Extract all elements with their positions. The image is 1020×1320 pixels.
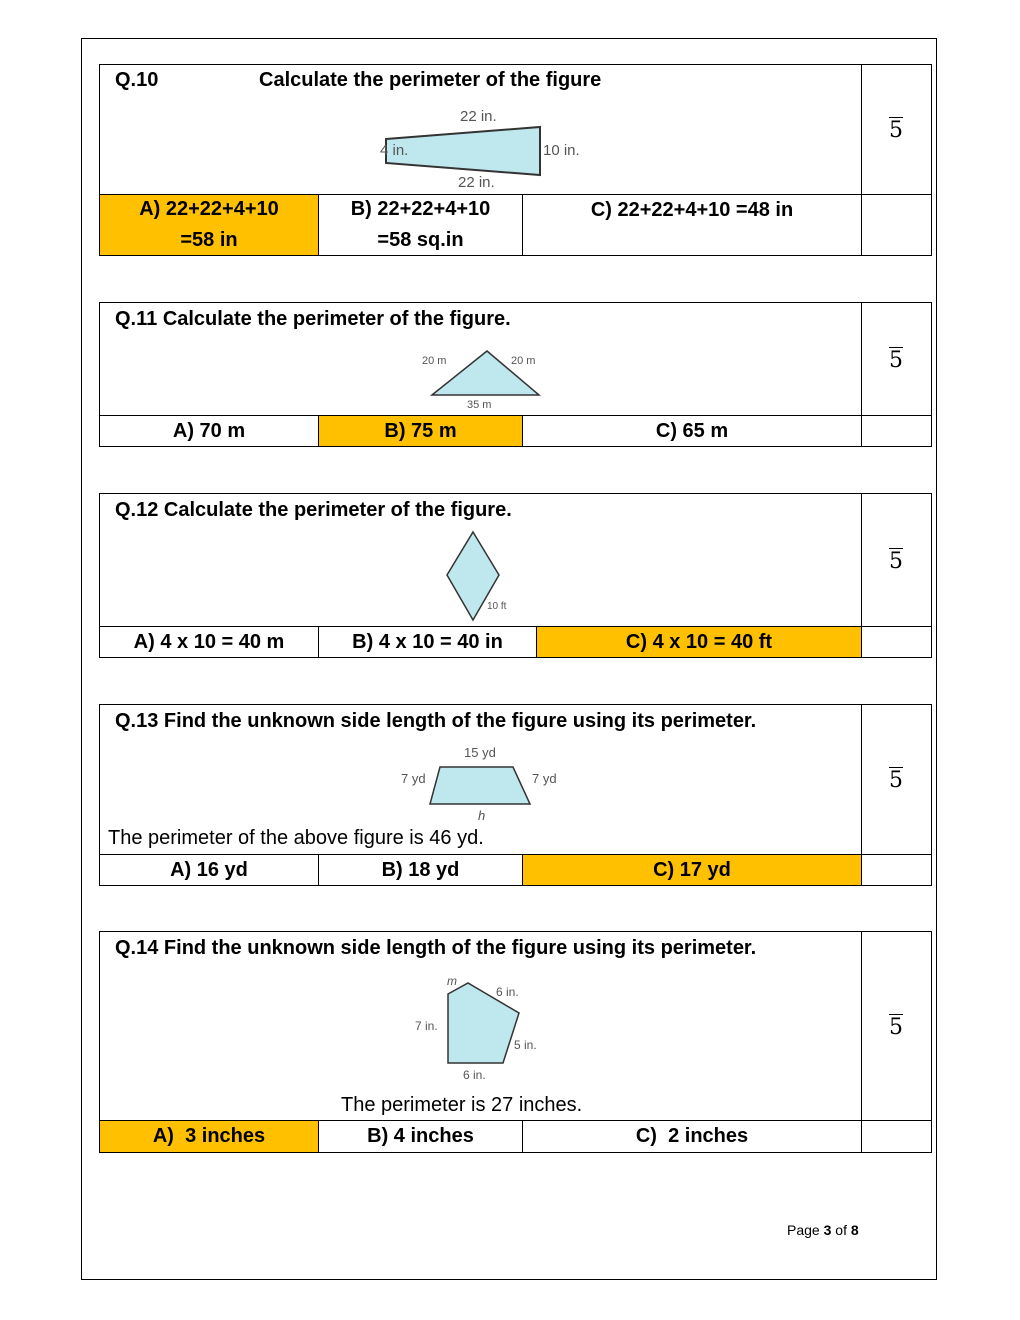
question-14-content <box>100 932 862 1120</box>
question-14-text: Q.14 Find the unknown side length of the figure using its perimeter. <box>115 937 757 959</box>
q13-answer-a[interactable]: A) 16 yd <box>100 855 319 885</box>
footer-of-word: of <box>835 1222 847 1238</box>
q11-answer-a[interactable]: A) 70 m <box>100 416 319 446</box>
q13-trapezoid-shape <box>430 767 530 804</box>
q11-answer-b[interactable]: B) 75 m <box>319 416 523 446</box>
footer-page-word: Page <box>787 1222 820 1238</box>
q14-pentagon-figure <box>410 974 560 1084</box>
q13-label-bottom: h <box>478 808 486 823</box>
page-footer <box>787 1222 859 1238</box>
question-14-answers <box>100 1121 931 1152</box>
question-12-score: 5 <box>889 548 903 574</box>
q12-answer-c[interactable]: C) 4 x 10 = 40 ft <box>537 627 862 657</box>
question-11-text: Q.11 Calculate the perimeter of the figure. <box>115 308 511 330</box>
question-10-number: Q.10 <box>115 69 159 91</box>
q13-answer-b[interactable]: B) 18 yd <box>319 855 523 885</box>
question-12 <box>99 493 932 658</box>
q11-score-blank <box>862 416 932 446</box>
question-10-answers <box>100 195 931 255</box>
question-14-perimeter-note: The perimeter is 27 inches. <box>341 1094 583 1116</box>
question-12-body <box>100 494 931 627</box>
question-13-text: Q.13 Find the unknown side length of the figure using its perimeter. <box>115 710 757 732</box>
q13-answer-c[interactable]: C) 17 yd <box>523 855 862 885</box>
question-13-answers <box>100 855 931 885</box>
q10-trapezoid-figure <box>370 103 620 193</box>
question-11-score: 5 <box>889 347 903 373</box>
q14-label-m: m <box>447 974 457 988</box>
q10-answer-b[interactable]: B) 22+22+4+10 =58 sq.in <box>319 195 523 255</box>
q14-score-blank <box>862 1121 932 1152</box>
question-13 <box>99 704 932 886</box>
q13-label-left: 7 yd <box>401 771 426 786</box>
q14-label-bottom: 6 in. <box>463 1068 486 1082</box>
question-13-content <box>100 705 862 854</box>
q11-label-base: 35 m <box>467 399 492 409</box>
q13-score-blank <box>862 855 932 885</box>
question-10-text: Calculate the perimeter of the figure <box>259 69 602 91</box>
q10-score-blank <box>862 195 932 255</box>
q11-label-left: 20 m <box>422 355 447 367</box>
question-11-body <box>100 303 931 416</box>
question-12-content <box>100 494 862 626</box>
q12-rhombus-figure <box>440 529 520 629</box>
q10-answer-c[interactable]: C) 22+22+4+10 =48 in <box>523 195 862 255</box>
question-14 <box>99 931 932 1153</box>
q13-label-right: 7 yd <box>532 771 557 786</box>
footer-total-pages: 8 <box>850 1222 859 1238</box>
question-10 <box>99 64 932 256</box>
q11-label-right: 20 m <box>511 355 536 367</box>
q14-answer-a[interactable]: A) 3 inches <box>100 1121 319 1152</box>
question-11-content <box>100 303 862 415</box>
q14-label-top-right: 6 in. <box>496 985 519 999</box>
q10-label-top: 22 in. <box>460 108 497 125</box>
footer-current-page: 3 <box>823 1222 832 1238</box>
q12-score-blank <box>862 627 932 657</box>
q11-answer-c[interactable]: C) 65 m <box>523 416 862 446</box>
question-13-body <box>100 705 931 855</box>
q12-label-side: 10 ft <box>487 601 507 612</box>
question-14-body <box>100 932 931 1121</box>
q11-triangle-figure <box>415 349 575 409</box>
question-14-score: 5 <box>889 1014 903 1040</box>
q10-answer-a[interactable]: A) 22+22+4+10 =58 in <box>100 195 319 255</box>
question-10-body <box>100 65 931 195</box>
question-10-score: 5 <box>889 118 903 143</box>
q13-trapezoid-figure <box>398 743 578 823</box>
q14-label-left: 7 in. <box>415 1019 438 1033</box>
question-12-answers <box>100 627 931 657</box>
question-13-score: 5 <box>889 768 903 793</box>
q10-label-right: 10 in. <box>543 142 580 159</box>
q10-label-bottom: 22 in. <box>458 174 495 191</box>
q13-label-top: 15 yd <box>464 745 496 760</box>
q12-answer-a[interactable]: A) 4 x 10 = 40 m <box>100 627 319 657</box>
q10-label-left: 4 in. <box>380 142 409 159</box>
q14-label-right: 5 in. <box>514 1038 537 1052</box>
q12-answer-b[interactable]: B) 4 x 10 = 40 in <box>319 627 537 657</box>
q10-trapezoid-shape <box>386 127 540 175</box>
q14-answer-c[interactable]: C) 2 inches <box>523 1121 862 1152</box>
question-11 <box>99 302 932 447</box>
q14-answer-b[interactable]: B) 4 inches <box>319 1121 523 1152</box>
question-12-text: Q.12 Calculate the perimeter of the figure. <box>115 499 512 521</box>
question-11-answers <box>100 416 931 446</box>
question-13-perimeter-note: The perimeter of the above figure is 46 yd. <box>108 827 484 849</box>
question-10-content <box>100 65 862 194</box>
